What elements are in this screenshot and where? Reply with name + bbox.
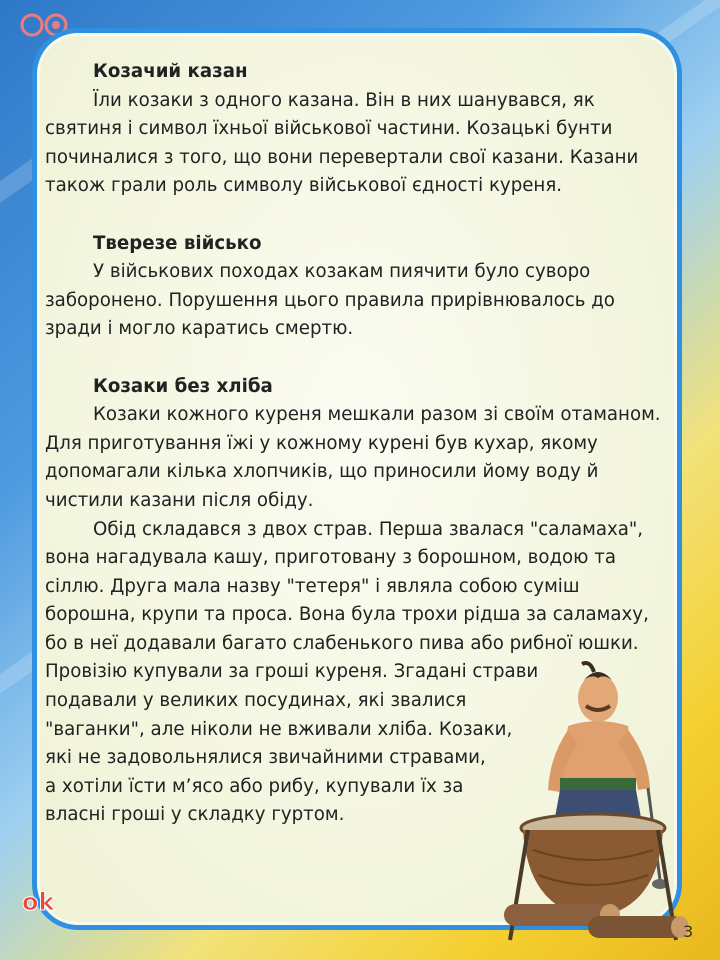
paragraph-narrow (45, 658, 545, 830)
ok-logo: ok (22, 888, 55, 916)
paragraph: У військових походах козакам пиячити було суворо заборонено. Порушення цього правила прирівнювалось до зради і могло каратись смертю. (45, 261, 615, 340)
text-line: а хотіли їсти м’ясо або рибу, купували їх за (45, 775, 464, 797)
page-number: 3 (683, 922, 694, 941)
text-line: подавали у великих посудинах, які звалися (45, 690, 467, 712)
section-title: Козачий казан (93, 61, 248, 82)
paragraph: Обід складався з двох страв. Перша звалася "саламаха", вона нагадувала кашу, приготовану з борошном, водою та сіллю. Друга мала назву "тетеря" і являла собою суміш борошна, крупи та проса. Вона була трохи рідша за саламаху, бо в неї додавали багато слабенького пива або рибної юшки. (45, 518, 649, 654)
paragraph: Козаки кожного куреня мешкали разом зі своїм отаманом. Для приготування їжі у кожному курені був кухар, якому допомагали кілька хлопчиків, що приносили йому воду й чистили казани після обіду. (45, 404, 661, 511)
text-line: Провізію купували за гроші куреня. Згадані страви (45, 661, 539, 683)
text-line: власні гроші у складку гуртом. (45, 804, 345, 826)
section-title: Тверезе військо (93, 232, 262, 254)
paragraph: Їли козаки з одного казана. Він в них шанувався, як святиня і символ їхньої військової частини. Козацькі бунти починалися з того, що вони перевертали свої казани. Казани також грали роль символу військової єдності куреня. (45, 89, 639, 197)
section-title: Козаки без хліба (93, 375, 273, 397)
text-line: "ваганки", але ніколи не вживали хліба. Козаки, (45, 718, 513, 740)
cossack-cook-illustration (498, 660, 688, 950)
text-line: які не задовольнялися звичайними стравами, (45, 747, 486, 769)
